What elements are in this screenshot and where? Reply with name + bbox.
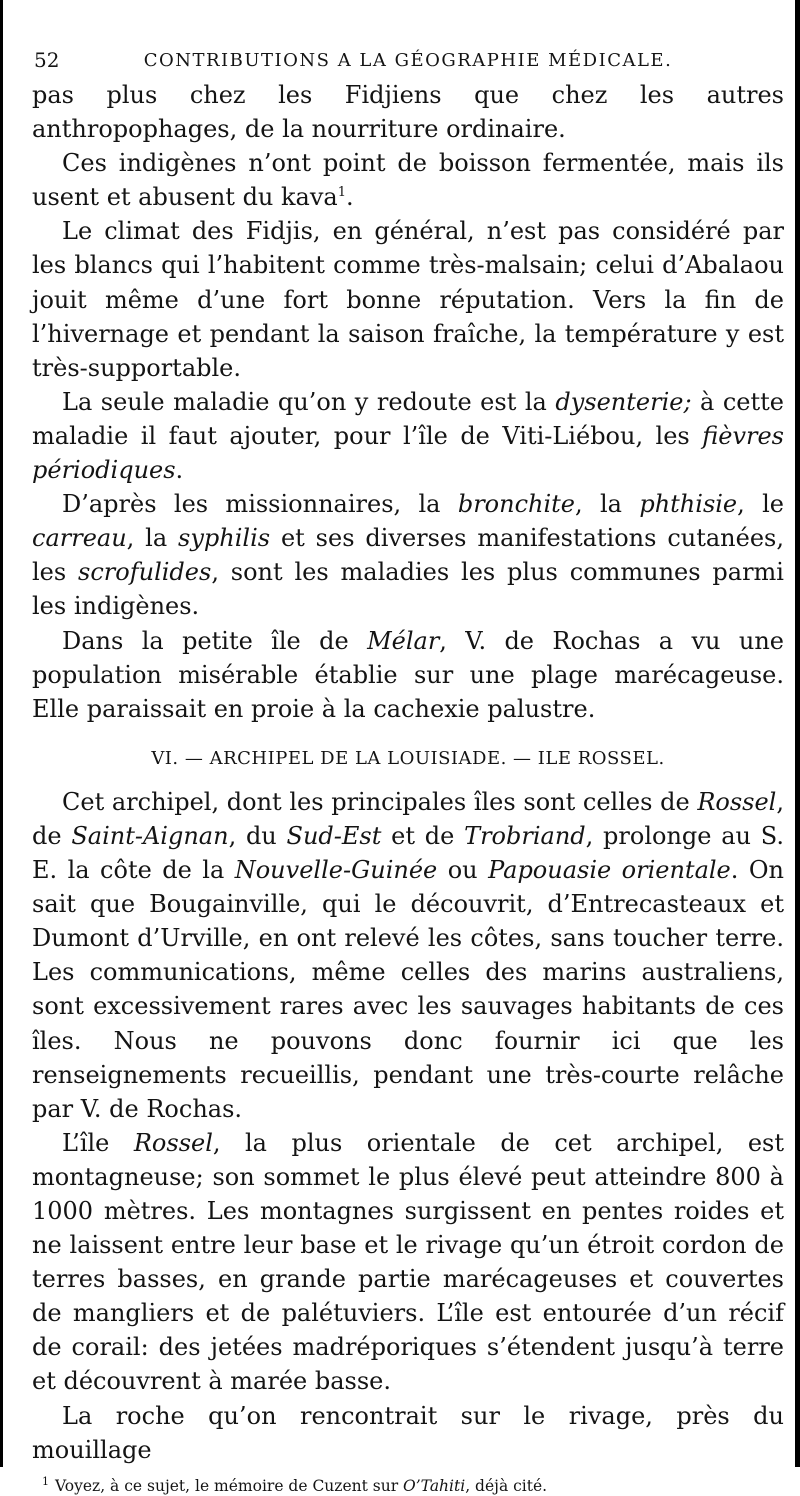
- text-run: D’après les missionnaires, la: [62, 490, 458, 519]
- italic-term: bronchite: [457, 490, 576, 519]
- paragraph: [32, 487, 784, 623]
- text-run: , la: [126, 524, 179, 553]
- paragraph: [32, 1399, 784, 1467]
- text-run: L’île: [62, 1128, 134, 1157]
- paragraph: [32, 385, 784, 487]
- italic-term: Rossel: [133, 1128, 213, 1157]
- page-number: 52: [34, 48, 60, 72]
- text-run: pas plus chez les Fidjiens que chez les autres anthropophages, de la nourriture ordinaire.: [32, 81, 784, 144]
- text-run: , la: [575, 490, 640, 519]
- footnote-text: Voyez, à ce sujet, le mémoire de Cuzent sur: [55, 1476, 404, 1495]
- italic-term: Trobriand: [464, 821, 586, 850]
- italic-term: phthisie: [639, 490, 738, 519]
- paragraph: [32, 1126, 784, 1399]
- italic-term: Nouvelle-Guinée: [234, 856, 438, 885]
- scan-border-left: [0, 0, 3, 1467]
- paragraph: [32, 146, 784, 214]
- running-head: [32, 44, 784, 78]
- paragraph: [32, 624, 784, 726]
- text-run: .: [346, 183, 354, 212]
- running-title: CONTRIBUTIONS A LA GÉOGRAPHIE MÉDICALE.: [143, 50, 673, 71]
- text-run: , le: [737, 490, 785, 519]
- text-run: Cet archipel, dont les principales îles sont celles de: [62, 787, 698, 816]
- footnote: [32, 1472, 784, 1496]
- text-run: , prolonge au S. E. la côte de la: [32, 821, 784, 885]
- paragraph: [32, 78, 784, 146]
- text-run: à cette maladie il faut ajouter, pour l’île de Viti-Liébou, les: [32, 387, 784, 450]
- text-run: ou: [437, 856, 489, 885]
- text-run: Le climat des Fidjis, en général, n’est pas considéré par les blancs qui l’habitent comme très-malsain; celui d’Abalaou jouit même d’une fort bonne réputation. Vers la fin de l’hivernage et pendant la saison fraîche, la température y est très-supportable.: [32, 217, 784, 382]
- italic-term: syphilis: [178, 524, 271, 553]
- italic-term: carreau: [32, 524, 127, 553]
- italic-term: Mélar: [367, 626, 440, 655]
- paragraph: [32, 785, 784, 1126]
- paragraph: [32, 214, 784, 384]
- book-page: [32, 44, 784, 1496]
- text-run: .: [175, 456, 184, 485]
- text-run: Dans la petite île de: [62, 626, 368, 655]
- italic-term: Sud-Est: [286, 821, 382, 850]
- footnote-italic-term: O’Tahiti: [403, 1476, 466, 1495]
- italic-term: scrofulides: [78, 558, 212, 587]
- text-run: , la plus orientale de cet archipel, est montagneuse; son sommet le plus élevé peut atteindre 800 à 1000 mètres. Les montagnes surgissent en pentes roides et ne laissent entre leur base et le rivage qu’un étroit cordon de terres basses, en grande partie marécageuses et couvertes de mangliers et de palétuviers. L’île est entourée d’un récif de corail: des jetées madréporiques s’étendent jusqu’à terre et découvrent à marée basse.: [32, 1128, 785, 1396]
- footnote-marker: 1: [42, 1474, 49, 1488]
- text-run: Ces indigènes n’ont point de boisson fermentée, mais ils usent et abusent du kava: [32, 149, 784, 212]
- italic-term: dysenterie;: [555, 387, 692, 416]
- italic-term: Papouasie orientale: [488, 856, 731, 885]
- text-run: La seule maladie qu’on y redoute est la: [62, 387, 556, 416]
- text-run: et ses diverses manifestations cutanées, les: [32, 524, 784, 587]
- text-run: . On sait que Bougainville, qui le découvrit, d’Entrecasteaux et Dumont d’Urville, en ont relevé les côtes, sans toucher terre. Les communications, même celles des marins australiens, sont excessivement rares avec les sauvages habitants de ces îles. Nous ne pouvons donc fournir ici que les renseignements recueillis, pendant une très-courte relâche par V. de Rochas.: [32, 856, 784, 1123]
- text-run: et de: [381, 821, 465, 850]
- footnote-ref: 1: [337, 185, 347, 201]
- body-text: [32, 78, 784, 1467]
- scan-border-right: [795, 0, 800, 1467]
- text-run: La roche qu’on rencontrait sur le rivage, près du mouillage: [32, 1401, 784, 1464]
- italic-term: Saint-Aignan: [71, 821, 229, 850]
- italic-term: Rossel: [697, 787, 777, 816]
- text-run: , de: [32, 787, 784, 850]
- section-heading: VI. — ARCHIPEL DE LA LOUISIADE. — ILE ROSSEL.: [151, 747, 665, 769]
- italic-term: fièvres périodiques: [32, 421, 784, 485]
- text-run: , du: [228, 821, 287, 850]
- text-run: , sont les maladies les plus communes parmi les indigènes.: [32, 558, 784, 621]
- footnote-text: , déjà cité.: [465, 1476, 548, 1495]
- text-run: , V. de Rochas a vu une population misérable établie sur une plage marécageuse. Elle paraissait en proie à la cachexie palustre.: [32, 626, 785, 723]
